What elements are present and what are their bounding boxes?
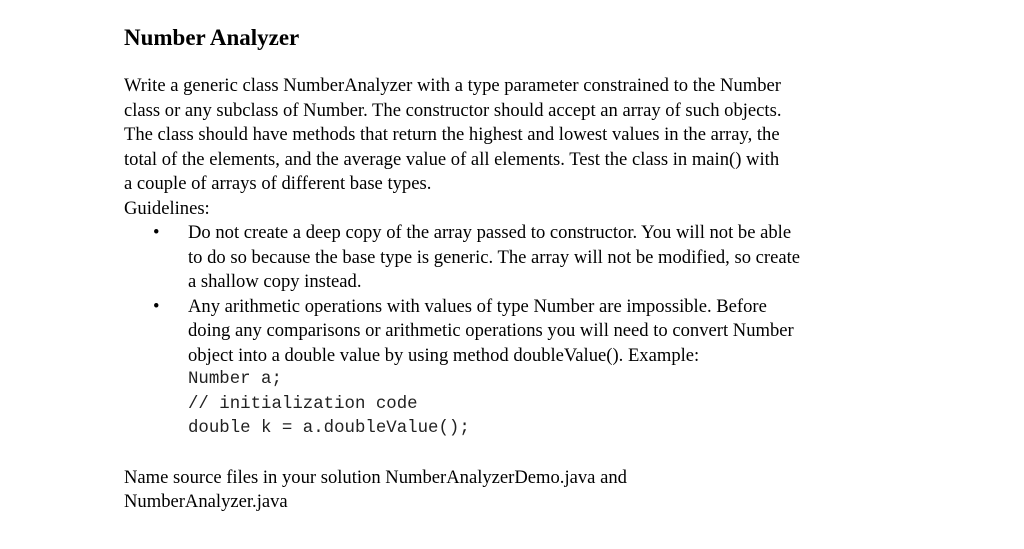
guideline-line: to do so because the base type is generic. The array will not be modified, so create [188, 246, 801, 268]
code-line: Number a; [188, 370, 282, 389]
intro-line: The class should have methods that return the highest and lowest values in the array, the [124, 124, 780, 145]
bullet-icon: • [153, 295, 160, 317]
document-title: Number Analyzer [124, 25, 300, 50]
guideline-line: Any arithmetic operations with values of type Number are impossible. Before [188, 295, 767, 317]
guideline-line: object into a double value by using method doubleValue(). Example: [188, 344, 700, 366]
guidelines-list [124, 221, 904, 442]
guidelines-heading: Guidelines: [124, 197, 210, 219]
intro-line: total of the elements, and the average value of all elements. Test the class in main() with [124, 148, 780, 170]
intro-line: a couple of arrays of different base types. [124, 173, 432, 194]
footer-paragraph [124, 466, 904, 515]
guideline-line: a shallow copy instead. [188, 271, 362, 292]
document-page [124, 24, 904, 515]
intro-paragraph [124, 74, 894, 197]
footer-line: NumberAnalyzer.java [124, 491, 288, 512]
intro-line: Write a generic class NumberAnalyzer with a type parameter constrained to the Number [124, 75, 781, 96]
bullet-icon: • [153, 222, 160, 243]
guideline-item [124, 295, 898, 442]
code-comment-line: // initialization code [188, 394, 418, 414]
intro-line: class or any subclass of Number. The constructor should accept an array of such objects. [124, 99, 782, 121]
footer-line: Name source files in your solution NumberAnalyzerDemo.java and [124, 466, 627, 488]
guideline-item [124, 221, 898, 295]
code-line: double k = a.doubleValue(); [188, 419, 470, 438]
guideline-line: doing any comparisons or arithmetic operations you will need to convert Number [188, 320, 794, 341]
guideline-line: Do not create a deep copy of the array passed to constructor. You will not be able [188, 222, 792, 243]
